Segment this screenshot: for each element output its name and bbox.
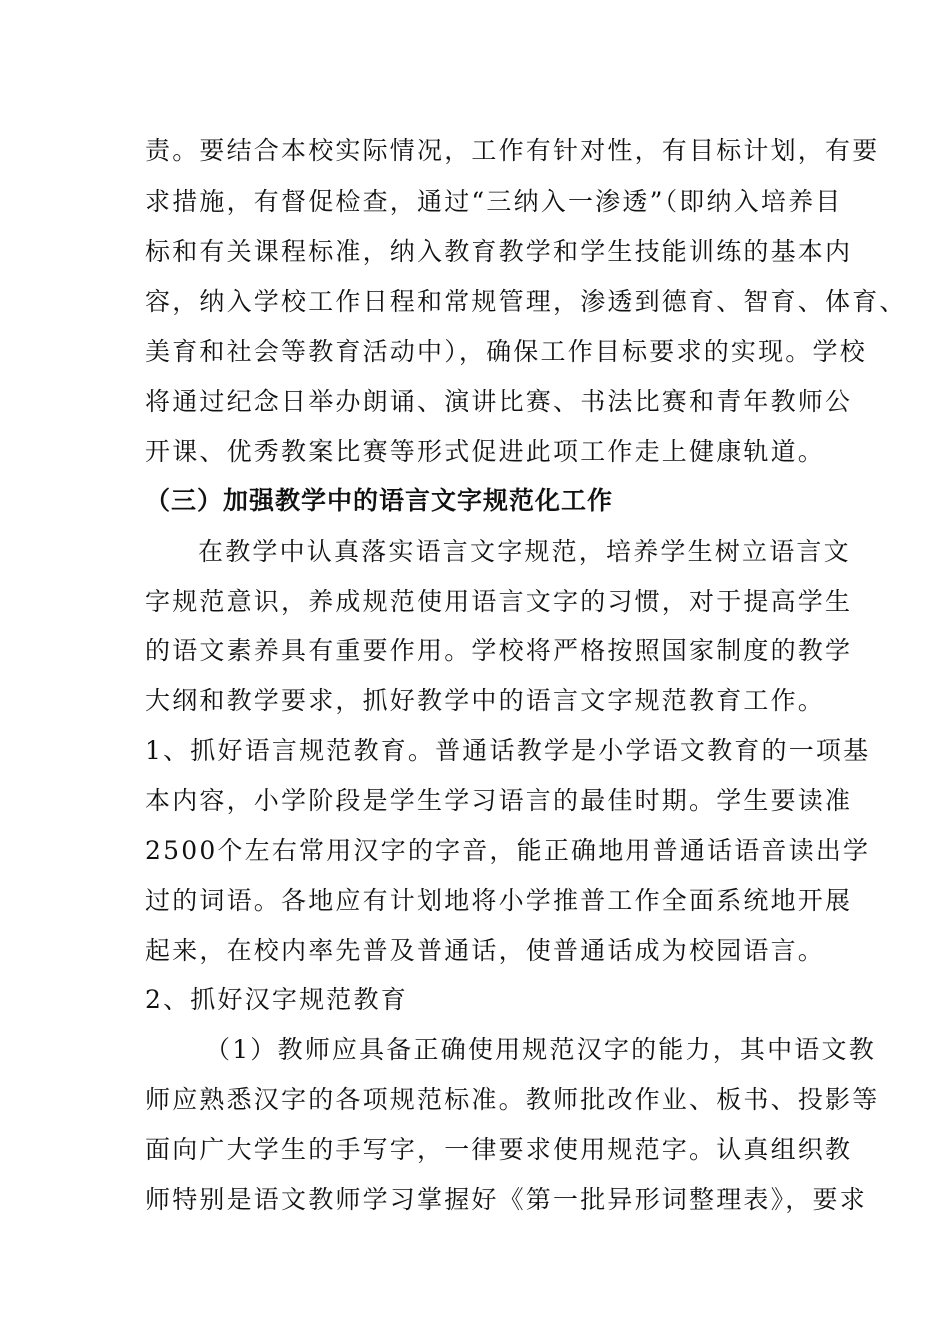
body-text-line: 责。要结合本校实际情况，工作有针对性，有目标计划，有要: [145, 136, 880, 165]
body-text-line: 美育和社会等教育活动中），确保工作目标要求的实现。学校: [145, 337, 867, 366]
body-text-line: 字规范意识，养成规范使用语言文字的习惯，对于提高学生: [145, 587, 853, 616]
body-text-line: （1）教师应具备正确使用规范汉字的能力，其中语文教: [205, 1035, 876, 1064]
subsection-heading: 2、抓好汉字规范教育: [145, 985, 408, 1014]
body-text-line: 开课、优秀教案比赛等形式促进此项工作走上健康轨道。: [145, 437, 826, 466]
body-text-line: 求措施，有督促检查，通过“三纳入一渗透”（即纳入培养目: [145, 187, 843, 216]
body-text-line: 2500个左右常用汉字的字音，能正确地用普通话语音读出学: [145, 836, 871, 865]
body-text-line: 师应熟悉汉字的各项规范标准。教师批改作业、板书、投影等: [145, 1085, 880, 1114]
subsection-paragraph-line: 1、抓好语言规范教育。普通话教学是小学语文教育的一项基: [145, 736, 871, 765]
body-text-line: 容，纳入学校工作日程和常规管理，渗透到德育、智育、体育、: [145, 287, 907, 316]
body-text-line: 在教学中认真落实语言文字规范，培养学生树立语言文: [198, 537, 851, 566]
body-text-line: 的语文素养具有重要作用。学校将严格按照国家制度的教学: [145, 636, 853, 665]
body-text-line: 起来，在校内率先普及普通话，使普通话成为校园语言。: [145, 936, 826, 965]
body-text-line: 师特别是语文教师学习掌握好《第一批异形词整理表》，要求: [145, 1185, 867, 1214]
section-heading: （三）加强教学中的语言文字规范化工作: [145, 486, 614, 515]
body-text-line: 本内容，小学阶段是学生学习语言的最佳时期。学生要读准: [145, 786, 853, 815]
body-text-line: 大纲和教学要求，抓好教学中的语言文字规范教育工作。: [145, 686, 826, 715]
body-text-line: 将通过纪念日举办朗诵、演讲比赛、书法比赛和青年教师公: [145, 387, 853, 416]
body-text-line: 面向广大学生的手写字，一律要求使用规范字。认真组织教: [145, 1135, 853, 1164]
body-text-line: 标和有关课程标准，纳入教育教学和学生技能训练的基本内: [145, 237, 853, 266]
body-text-line: 过的词语。各地应有计划地将小学推普工作全面系统地开展: [145, 886, 853, 915]
